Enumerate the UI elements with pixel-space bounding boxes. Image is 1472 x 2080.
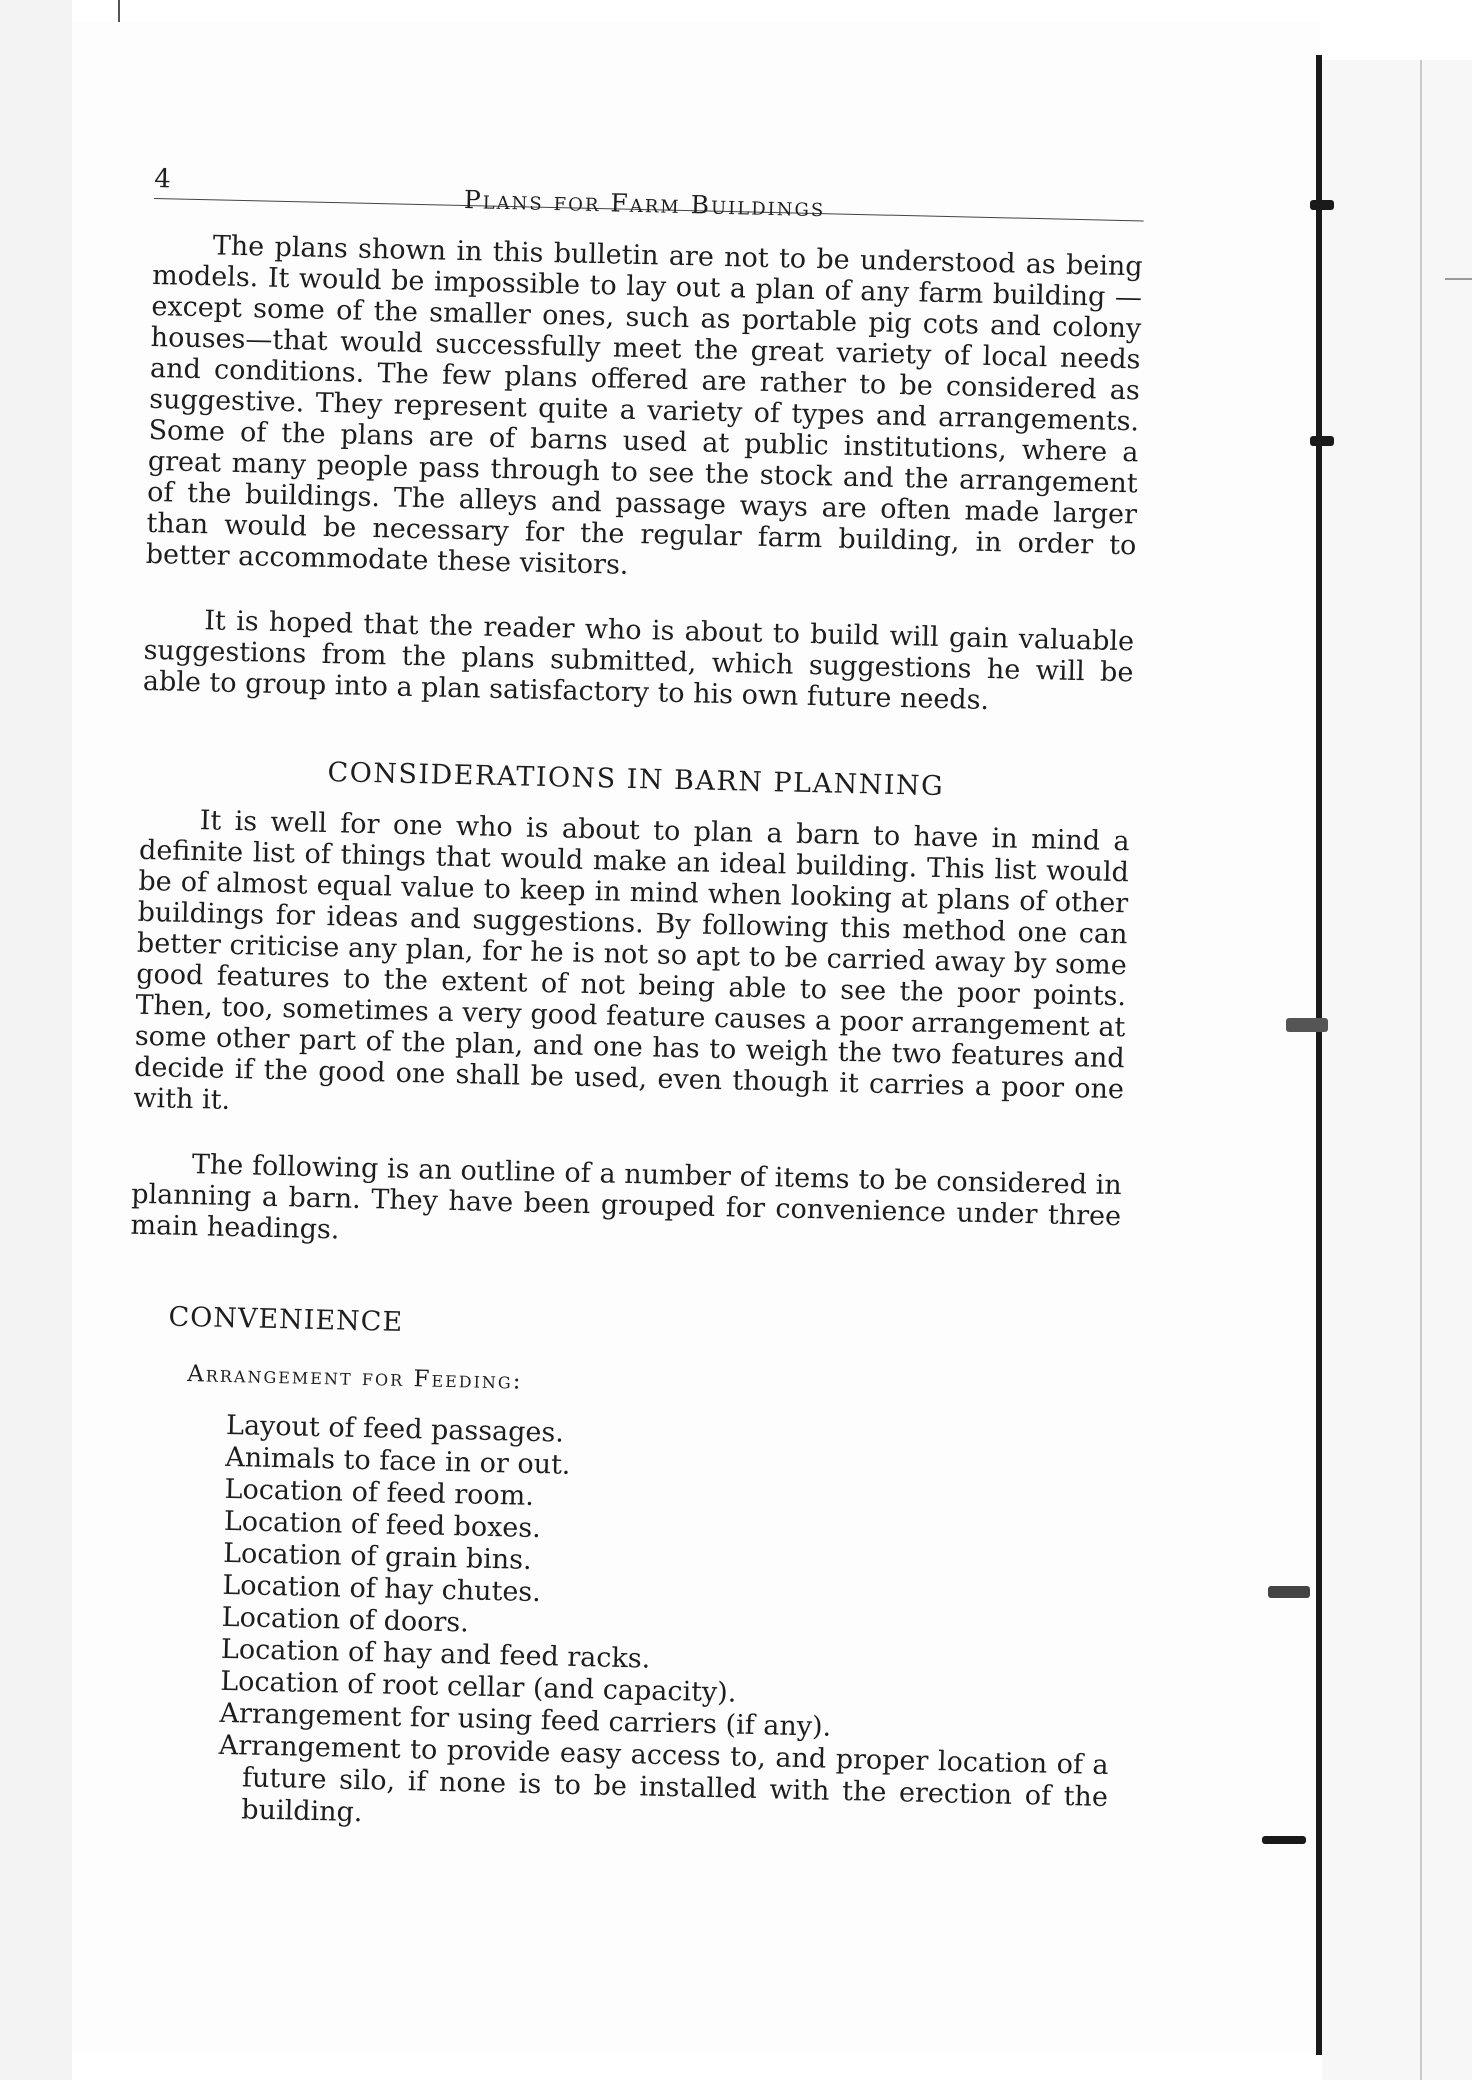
- section-paragraph: It is well for one who is about to plan a barn to have in mind a definite list of things that would make an ideal building. This list would be of almost equal value to keep in mind when looking at plans of other buildings for ideas and suggestions. By following this method one can better criticise any plan, for he is not so apt to be carried away by some good features to the extent of not being able to see the poor points. Then, too, sometimes a very good feature causes a poor arrangement at some other part of the plan, and one has to weigh the two features and decide if the good one shall be used, even though it carries a poor one with it.: [133, 805, 1130, 1116]
- section-heading: CONSIDERATIONS IN BARN PLANNING: [327, 757, 945, 803]
- list-item: Animals to face in or out.: [225, 1441, 571, 1481]
- list-item: Location of feed room.: [224, 1473, 535, 1512]
- list-item: Arrangement to provide easy access to, and proper location of a future silo, if none is to be installed with the erection of the building.: [218, 1729, 1109, 1829]
- binding-staple: [1310, 200, 1334, 210]
- list-item: Location of feed boxes.: [223, 1505, 542, 1545]
- list-item: Location of hay chutes.: [222, 1569, 542, 1609]
- binding-staple: [1310, 436, 1334, 446]
- list-item: Arrangement for using feed carriers (if any).: [219, 1697, 832, 1743]
- facing-page-fold: [1420, 60, 1422, 2080]
- running-title: Plans for Farm Buildings: [463, 185, 826, 223]
- list-item: Layout of feed passages.: [225, 1409, 565, 1449]
- page-content: [117, 150, 1145, 1846]
- facing-page-edge: [1322, 60, 1472, 2080]
- binding-clip: [1286, 1018, 1328, 1032]
- feeding-item-list: [117, 1408, 1116, 1846]
- list-item: Location of grain bins.: [222, 1537, 533, 1576]
- section-paragraph: The following is an outline of a number of items to be considered in planning a barn. They have been grouped for convenience under three main headings.: [130, 1149, 1123, 1246]
- scan-left-margin: [0, 0, 72, 2080]
- page-number: 4: [154, 163, 172, 195]
- binding-staple: [1262, 1836, 1306, 1844]
- list-item: Location of root cellar (and capacity).: [219, 1665, 737, 1709]
- list-item: Location of hay and feed racks.: [220, 1633, 651, 1675]
- book-binding: [1316, 55, 1322, 2055]
- facing-page-mark: [1445, 278, 1472, 280]
- binding-clip: [1268, 1586, 1310, 1598]
- feeding-subheading: Arrangement for Feeding:: [186, 1361, 523, 1395]
- intro-paragraph: It is hoped that the reader who is about to build will gain valuable suggestions from the plans submitted, which suggestions he will be able to group into a plan satisfactory to his own future needs.: [142, 605, 1135, 717]
- list-item: Location of doors.: [221, 1601, 470, 1639]
- scan-edge-mark: [118, 0, 120, 22]
- intro-paragraph: The plans shown in this bulletin are not to be understood as being models. It would be impossible to lay out a plan of any farm building —except some of the smaller ones, such as portable pig cots and colony houses—that would successfully meet the great variety of local needs and conditions. The few plans offered are rather to be considered as suggestive. They represent quite a variety of types and arrangements. Some of the plans are of barns used at public institutions, where a great many people pass through to see the stock and the arrangement of the buildings. The alleys and passage ways are often made larger than would be necessary for the regular farm building, in order to better accommodate these visitors.: [145, 230, 1143, 581]
- convenience-heading: CONVENIENCE: [168, 1301, 404, 1338]
